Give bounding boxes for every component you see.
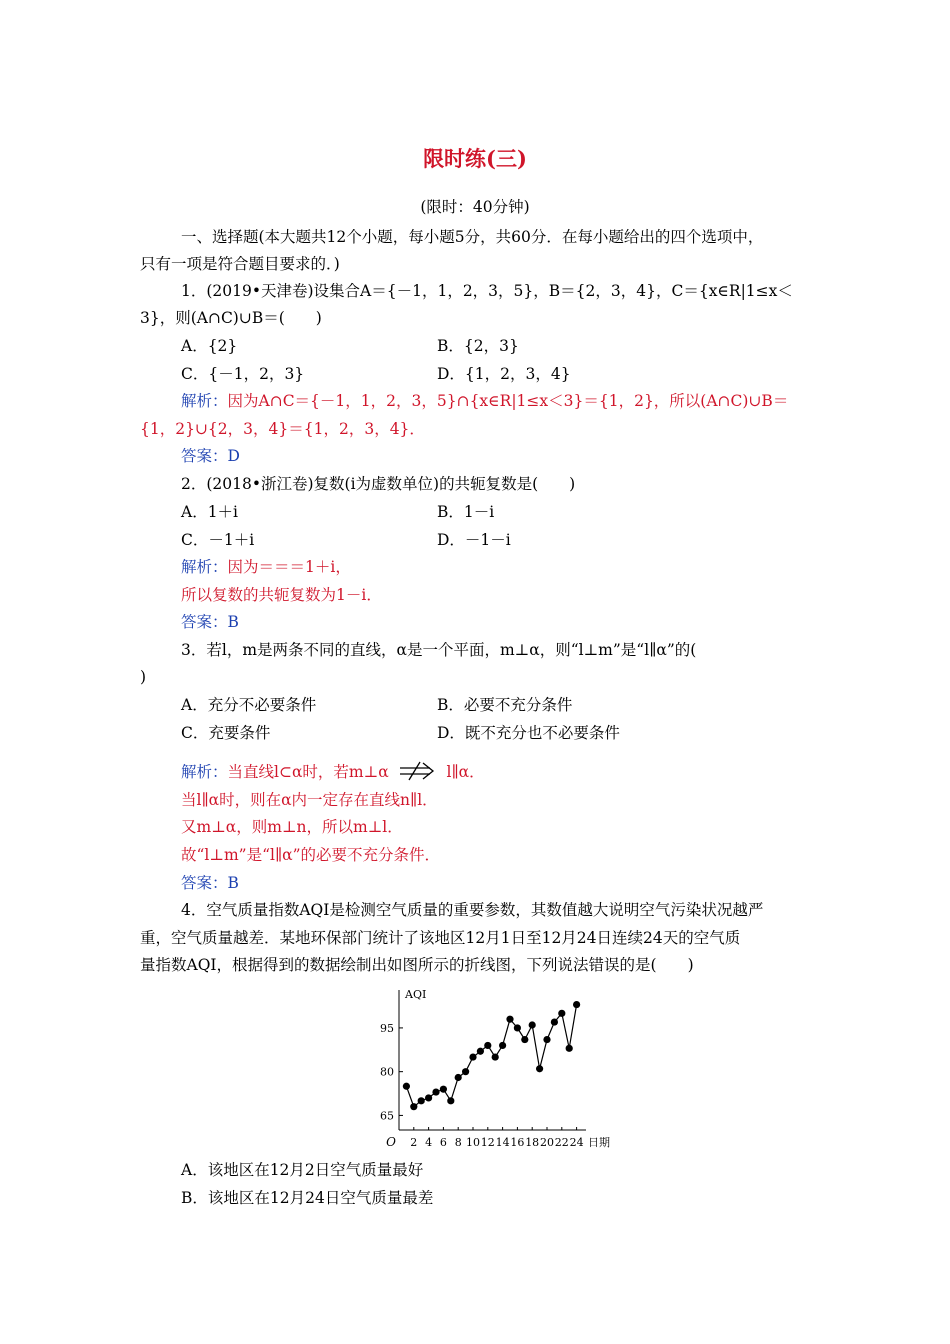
data-point <box>484 1042 491 1049</box>
data-point <box>566 1045 573 1052</box>
q3-analysis-line1 <box>181 761 485 782</box>
data-point <box>499 1042 506 1049</box>
q4-option-a: A．该地区在12月2日空气质量最好 <box>181 1161 424 1179</box>
data-point <box>432 1088 439 1095</box>
q1-option-c: C．{－1，2，3} <box>181 365 305 383</box>
q3-option-b: B．必要不充分条件 <box>437 696 573 714</box>
y-tick-label: 65 <box>380 1109 394 1123</box>
q2-analysis-text: 因为＝＝＝1＋i， <box>227 558 351 576</box>
q4-option-b: B．该地区在12月24日空气质量最差 <box>181 1189 434 1207</box>
x-tick-label: 2 <box>410 1136 418 1149</box>
section-instructions-line2: 只有一项是符合题目要求的．) <box>140 255 340 273</box>
data-point <box>477 1048 484 1055</box>
data-point <box>506 1016 513 1023</box>
x-tick-label: 6 <box>439 1136 447 1149</box>
q1-stem-line1: 1．(2019•天津卷)设集合A＝{－1，1，2，3，5}，B＝{2，3，4}，C＝{x∈R|1≤x＜ <box>181 282 793 300</box>
q1-option-a: A．{2} <box>181 337 238 355</box>
q3-analysis-label: 解析： <box>181 763 228 781</box>
q4-stem-line2: 重，空气质量越差．某地环保部门统计了该地区12月1日至12月24日连续24天的空气质 <box>140 929 741 947</box>
x-tick-label: 22 <box>554 1136 569 1149</box>
q1-answer: 答案：D <box>181 447 240 465</box>
y-axis-label: AQI <box>405 988 427 1001</box>
q1-analysis-text: 因为A∩C＝{－1，1，2，3，5}∩{x∈R|1≤x＜3}＝{1，2}，所以(A∩C)∪B＝ <box>227 392 789 410</box>
q3-answer: 答案：B <box>181 874 239 892</box>
x-tick-label: 12 <box>480 1136 495 1149</box>
q2-option-d: D．－1－i <box>437 531 511 549</box>
page-title: 限时练(三) <box>423 146 527 171</box>
q3-stem-line2: ) <box>140 668 147 686</box>
chart-series <box>403 1001 580 1110</box>
q3-analysis-line4: 故“l⊥m”是“l∥α”的必要不充分条件． <box>181 846 441 864</box>
x-tick-label: 20 <box>540 1136 554 1149</box>
data-point <box>536 1065 543 1072</box>
x-tick-label: 16 <box>510 1136 525 1149</box>
series-line <box>406 1005 576 1107</box>
q3-option-c: C．充要条件 <box>181 724 271 742</box>
q3-analysis-line3: 又m⊥α，则m⊥n，所以m⊥l． <box>181 818 403 836</box>
data-point <box>558 1010 565 1017</box>
origin-label: O <box>386 1135 396 1149</box>
q2-option-c: C．－1＋i <box>181 531 255 549</box>
section-instructions-line1: 一、选择题(本大题共12个小题，每小题5分，共60分．在每小题给出的四个选项中， <box>181 228 764 246</box>
data-point <box>455 1074 462 1081</box>
q1-analysis-label: 解析： <box>181 392 228 410</box>
q2-analysis-label: 解析： <box>181 558 228 576</box>
q2-answer: 答案：B <box>181 613 239 631</box>
q3-option-d: D．既不充分也不必要条件 <box>437 724 620 742</box>
x-tick-label: 18 <box>525 1136 540 1149</box>
q1-analysis-line2: {1，2}∪{2，3，4}＝{1，2，3，4}． <box>140 420 425 438</box>
not-implies-icon <box>398 761 438 781</box>
q3-analysis-line2: 当l∥α时，则在α内一定存在直线n∥l． <box>181 791 438 809</box>
aqi-line-chart <box>374 982 624 1152</box>
data-point <box>529 1021 536 1028</box>
q3-analysis-text-a: 当直线l⊂α时，若m⊥α <box>227 763 389 781</box>
x-axis-label: 日期 <box>588 1136 610 1149</box>
data-point <box>521 1036 528 1043</box>
data-point <box>447 1097 454 1104</box>
q4-stem-line3: 量指数AQI，根据得到的数据绘制出如图所示的折线图，下列说法错误的是( ) <box>140 956 694 974</box>
data-point <box>514 1024 521 1031</box>
y-tick-label: 80 <box>380 1065 394 1079</box>
data-point <box>543 1036 550 1043</box>
data-point <box>425 1094 432 1101</box>
q1-option-d: D．{1，2，3，4} <box>437 365 571 383</box>
q3-option-a: A．充分不必要条件 <box>181 696 317 714</box>
y-tick-label: 95 <box>380 1021 394 1035</box>
data-point <box>440 1086 447 1093</box>
data-point <box>462 1068 469 1075</box>
q1-analysis-line1 <box>181 391 788 411</box>
q3-analysis-text-b: l∥α． <box>446 763 485 781</box>
q2-option-b: B．1－i <box>437 503 495 521</box>
x-tick-label: 4 <box>425 1136 433 1149</box>
q2-analysis-line2: 所以复数的共轭复数为1－i． <box>181 586 382 604</box>
q2-analysis-line1 <box>181 557 351 577</box>
q2-option-a: A．1＋i <box>181 503 239 521</box>
q1-stem-line2: 3}，则(A∩C)∪B＝( ) <box>140 309 322 327</box>
time-limit: (限时：40分钟) <box>420 198 530 216</box>
q1-option-b: B．{2，3} <box>437 337 519 355</box>
x-tick-label: 14 <box>495 1136 510 1149</box>
chart-axes <box>386 988 610 1149</box>
data-point <box>403 1083 410 1090</box>
q3-stem-line1: 3．若l，m是两条不同的直线，α是一个平面，m⊥α，则“l⊥m”是“l∥α”的( <box>181 641 697 659</box>
x-tick-label: 10 <box>466 1136 480 1149</box>
data-point <box>418 1097 425 1104</box>
data-point <box>492 1053 499 1060</box>
data-point <box>410 1103 417 1110</box>
data-point <box>573 1001 580 1008</box>
x-tick-label: 24 <box>569 1136 584 1149</box>
q4-stem-line1: 4．空气质量指数AQI是检测空气质量的重要参数，其数值越大说明空气污染状况越严 <box>181 901 764 919</box>
data-point <box>469 1053 476 1060</box>
x-tick-label: 8 <box>454 1136 462 1149</box>
data-point <box>551 1018 558 1025</box>
q2-stem-line1: 2．(2018•浙江卷)复数(i为虚数单位)的共轭复数是( ) <box>181 475 576 493</box>
